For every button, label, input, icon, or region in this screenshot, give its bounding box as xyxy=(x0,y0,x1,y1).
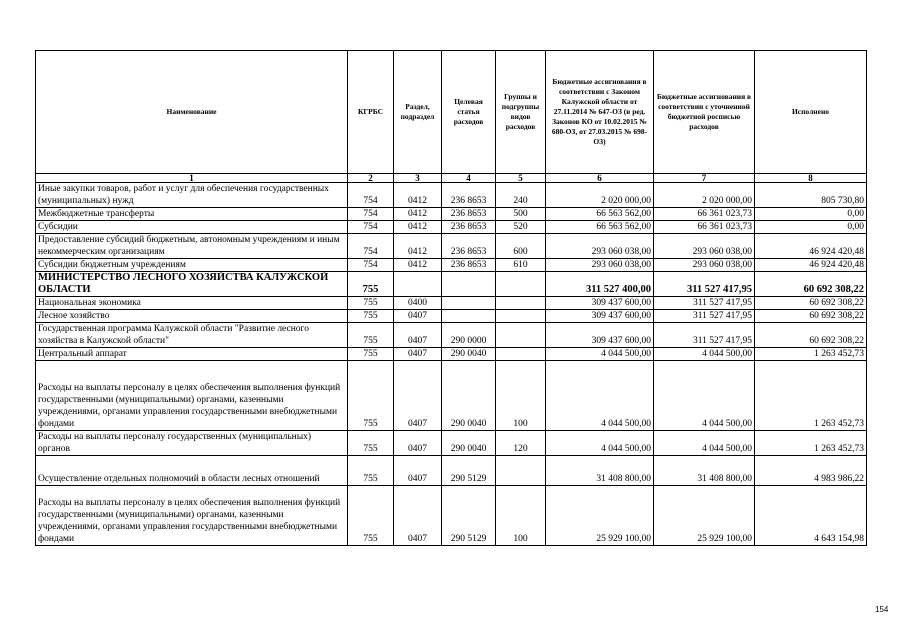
row-executed: 60 692 308,22 xyxy=(755,297,867,310)
row-budget-list: 293 060 038,00 xyxy=(654,259,755,272)
column-number: 4 xyxy=(442,174,496,183)
row-budget-list: 2 020 000,00 xyxy=(654,183,755,208)
row-kgrbs: 754 xyxy=(348,208,394,221)
header-budget-law: Бюджетные ассигнования в соответствии с Законом Калужской области от 27.11.2014 № 647-ОЗ (в ред. Законов КО от 10.02.2015 № 680-ОЗ, от 27.03.2015 № 698-ОЗ) xyxy=(546,51,654,174)
column-number: 8 xyxy=(755,174,867,183)
column-number: 7 xyxy=(654,174,755,183)
row-group: 100 xyxy=(496,486,546,546)
row-kgrbs: 755 xyxy=(348,486,394,546)
row-group xyxy=(496,272,546,297)
row-target: 290 5129 xyxy=(442,456,496,486)
header-name: Наименование xyxy=(36,51,348,174)
table-row xyxy=(36,259,867,272)
header-executed: Исполнено xyxy=(755,51,867,174)
row-name: Центральный аппарат xyxy=(36,348,348,361)
row-kgrbs: 755 xyxy=(348,297,394,310)
row-budget-law: 309 437 600,00 xyxy=(546,297,654,310)
header-section: Раздел, подраздел xyxy=(394,51,442,174)
row-budget-law: 2 020 000,00 xyxy=(546,183,654,208)
column-number: 6 xyxy=(546,174,654,183)
row-name: Предоставление субсидий бюджетным, автономным учреждениям и иным некоммерческим организациям xyxy=(36,234,348,259)
row-budget-law: 66 563 562,00 xyxy=(546,208,654,221)
row-executed: 1 263 452,73 xyxy=(755,348,867,361)
table-row xyxy=(36,234,867,259)
row-budget-law: 31 408 800,00 xyxy=(546,456,654,486)
row-group: 120 xyxy=(496,431,546,456)
row-kgrbs: 754 xyxy=(348,234,394,259)
table-row xyxy=(36,310,867,323)
row-section: 0412 xyxy=(394,221,442,234)
row-target: 236 8653 xyxy=(442,208,496,221)
table-body xyxy=(36,183,867,546)
table-row xyxy=(36,323,867,348)
row-name: Лесное хозяйство xyxy=(36,310,348,323)
row-budget-law: 4 044 500,00 xyxy=(546,431,654,456)
row-kgrbs: 754 xyxy=(348,259,394,272)
row-executed: 60 692 308,22 xyxy=(755,272,867,297)
row-name: Расходы на выплаты персоналу в целях обеспечения выполнения функций государственными (муниципальными) органами, казенными учреждениями, органами управления государственными внебюджетными фондами xyxy=(36,486,348,546)
row-name: Осуществление отдельных полномочий в области лесных отношений xyxy=(36,456,348,486)
table-row xyxy=(36,431,867,456)
row-group: 100 xyxy=(496,361,546,431)
row-kgrbs: 755 xyxy=(348,310,394,323)
row-budget-law: 4 044 500,00 xyxy=(546,361,654,431)
row-target: 236 8653 xyxy=(442,221,496,234)
row-section: 0412 xyxy=(394,183,442,208)
row-budget-law: 311 527 400,00 xyxy=(546,272,654,297)
budget-table xyxy=(35,50,867,546)
row-group: 520 xyxy=(496,221,546,234)
row-group xyxy=(496,297,546,310)
row-executed: 60 692 308,22 xyxy=(755,310,867,323)
table-row xyxy=(36,272,867,297)
row-executed: 0,00 xyxy=(755,208,867,221)
row-budget-list: 66 361 023,73 xyxy=(654,221,755,234)
row-executed: 4 643 154,98 xyxy=(755,486,867,546)
row-target: 290 5129 xyxy=(442,486,496,546)
row-budget-law: 309 437 600,00 xyxy=(546,323,654,348)
row-section: 0412 xyxy=(394,259,442,272)
row-group: 240 xyxy=(496,183,546,208)
row-kgrbs: 755 xyxy=(348,348,394,361)
header-kgrbs: КГРБС xyxy=(348,51,394,174)
row-target: 236 8653 xyxy=(442,234,496,259)
column-number-row xyxy=(36,174,867,183)
row-budget-law: 66 563 562,00 xyxy=(546,221,654,234)
row-group xyxy=(496,323,546,348)
row-budget-list: 311 527 417,95 xyxy=(654,310,755,323)
table-row xyxy=(36,297,867,310)
row-target xyxy=(442,272,496,297)
row-executed: 4 983 986,22 xyxy=(755,456,867,486)
row-kgrbs: 755 xyxy=(348,431,394,456)
row-group xyxy=(496,456,546,486)
row-target xyxy=(442,310,496,323)
column-number: 2 xyxy=(348,174,394,183)
table-row xyxy=(36,361,867,431)
row-budget-list: 4 044 500,00 xyxy=(654,431,755,456)
row-budget-list: 66 361 023,73 xyxy=(654,208,755,221)
row-group xyxy=(496,310,546,323)
row-section xyxy=(394,272,442,297)
table-row xyxy=(36,456,867,486)
table-row xyxy=(36,486,867,546)
row-kgrbs: 755 xyxy=(348,323,394,348)
column-number: 1 xyxy=(36,174,348,183)
row-section: 0407 xyxy=(394,431,442,456)
row-name: Субсидии xyxy=(36,221,348,234)
row-name: Национальная экономика xyxy=(36,297,348,310)
table-row xyxy=(36,183,867,208)
row-budget-list: 311 527 417,95 xyxy=(654,272,755,297)
row-name: Межбюджетные трансферты xyxy=(36,208,348,221)
row-executed: 60 692 308,22 xyxy=(755,323,867,348)
row-budget-law: 309 437 600,00 xyxy=(546,310,654,323)
row-target: 290 0040 xyxy=(442,361,496,431)
row-budget-law: 4 044 500,00 xyxy=(546,348,654,361)
row-name: Государственная программа Калужской области "Развитие лесного хозяйства в Калужской области" xyxy=(36,323,348,348)
row-executed: 1 263 452,73 xyxy=(755,361,867,431)
row-section: 0407 xyxy=(394,310,442,323)
row-budget-law: 293 060 038,00 xyxy=(546,234,654,259)
row-budget-law: 293 060 038,00 xyxy=(546,259,654,272)
row-group: 600 xyxy=(496,234,546,259)
row-group xyxy=(496,348,546,361)
row-section: 0407 xyxy=(394,361,442,431)
row-section: 0407 xyxy=(394,323,442,348)
row-executed: 805 730,80 xyxy=(755,183,867,208)
row-kgrbs: 755 xyxy=(348,456,394,486)
row-budget-list: 293 060 038,00 xyxy=(654,234,755,259)
row-name: МИНИСТЕРСТВО ЛЕСНОГО ХОЗЯЙСТВА КАЛУЖСКОЙ ОБЛАСТИ xyxy=(36,272,348,297)
header-target: Целевая статья расходов xyxy=(442,51,496,174)
row-kgrbs: 755 xyxy=(348,272,394,297)
row-target xyxy=(442,297,496,310)
row-name: Субсидии бюджетным учреждениям xyxy=(36,259,348,272)
row-kgrbs: 754 xyxy=(348,183,394,208)
row-section: 0407 xyxy=(394,486,442,546)
row-name: Иные закупки товаров, работ и услуг для обеспечения государственных (муниципальных) нужд xyxy=(36,183,348,208)
row-target: 290 0040 xyxy=(442,431,496,456)
table-row xyxy=(36,208,867,221)
row-target: 236 8653 xyxy=(442,183,496,208)
row-executed: 1 263 452,73 xyxy=(755,431,867,456)
row-section: 0407 xyxy=(394,456,442,486)
row-name: Расходы на выплаты персоналу государственных (муниципальных) органов xyxy=(36,431,348,456)
column-number: 5 xyxy=(496,174,546,183)
row-budget-law: 25 929 100,00 xyxy=(546,486,654,546)
header-group: Группы и подгруппы видов расходов xyxy=(496,51,546,174)
page-number: 154 xyxy=(875,605,889,614)
table-row xyxy=(36,221,867,234)
row-executed: 46 924 420,48 xyxy=(755,234,867,259)
row-budget-list: 31 408 800,00 xyxy=(654,456,755,486)
row-executed: 46 924 420,48 xyxy=(755,259,867,272)
row-budget-list: 311 527 417,95 xyxy=(654,323,755,348)
table-header-row xyxy=(36,51,867,174)
row-kgrbs: 754 xyxy=(348,221,394,234)
row-budget-list: 25 929 100,00 xyxy=(654,486,755,546)
column-number: 3 xyxy=(394,174,442,183)
table-row xyxy=(36,348,867,361)
row-target: 290 0040 xyxy=(442,348,496,361)
row-group: 500 xyxy=(496,208,546,221)
header-budget-list: Бюджетные ассигнования в соответствии с уточненной бюджетной росписью расходов xyxy=(654,51,755,174)
row-target: 290 0000 xyxy=(442,323,496,348)
row-target: 236 8653 xyxy=(442,259,496,272)
row-section: 0407 xyxy=(394,348,442,361)
row-section: 0400 xyxy=(394,297,442,310)
row-section: 0412 xyxy=(394,234,442,259)
row-budget-list: 4 044 500,00 xyxy=(654,348,755,361)
row-executed: 0,00 xyxy=(755,221,867,234)
row-budget-list: 4 044 500,00 xyxy=(654,361,755,431)
row-name: Расходы на выплаты персоналу в целях обеспечения выполнения функций государственными (муниципальными) органами, казенными учреждениями, органами управления государственными внебюджетными фондами xyxy=(36,361,348,431)
row-group: 610 xyxy=(496,259,546,272)
row-budget-list: 311 527 417,95 xyxy=(654,297,755,310)
row-kgrbs: 755 xyxy=(348,361,394,431)
row-section: 0412 xyxy=(394,208,442,221)
